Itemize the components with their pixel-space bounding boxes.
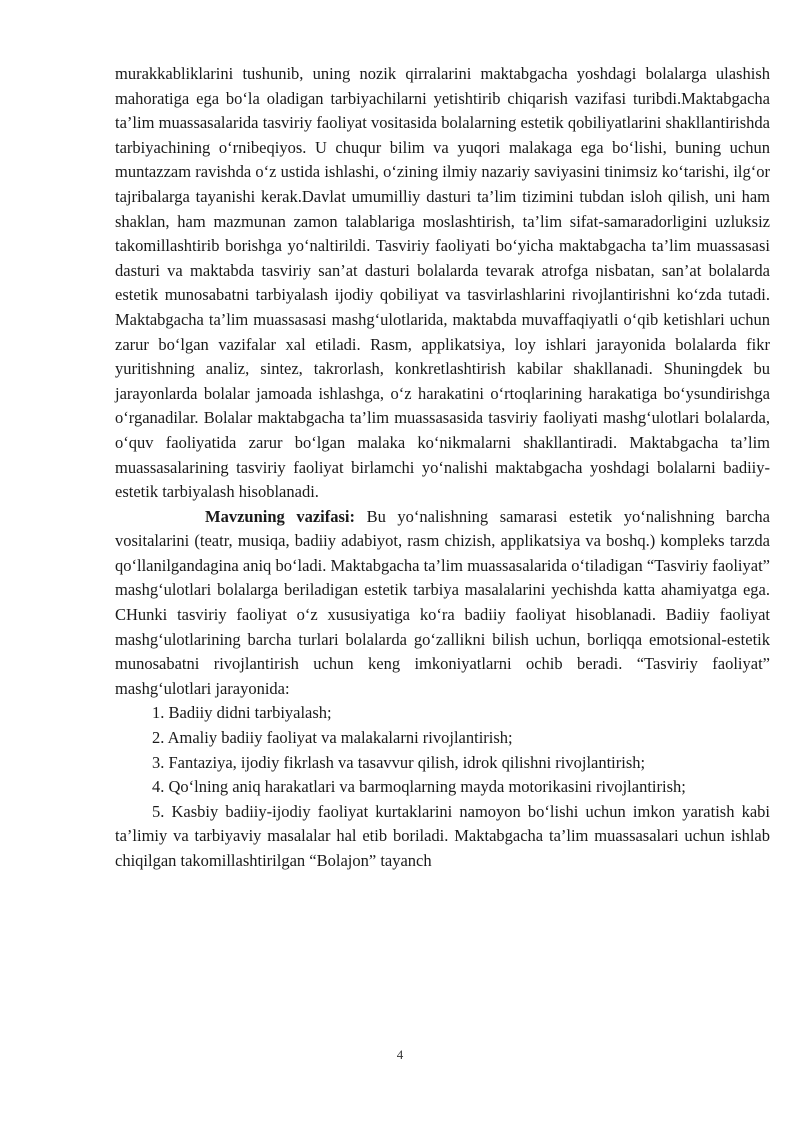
section-paragraph — [115, 505, 770, 702]
list-item: 4. Qo‘lning aniq harakatlari va barmoqlarning mayda motorikasini rivojlantirish; — [152, 777, 686, 797]
list-item: 2. Amaliy badiiy faoliyat va malakalarni rivojlantirish; — [152, 728, 513, 748]
section-heading: Mavzuning vazifasi: — [205, 506, 355, 526]
body-paragraph: murakkabliklarini tushunib, uning nozik qirralarini maktabgacha yoshdagi bolalarga ulashish mahoratiga ega bo‘la oladigan tarbiyachilarni yetishtirib chiqarish vazifasi turibdi.Maktabgacha ta’lim muassasalarida tasviriy faoliyat vositasida bolalarning estetik qobiliyatlarini shakllantirishda tarbiyachining o‘rnibeqiyos. U chuqur bilim va yuqori malakaga ega bo‘lishi, buning uchun muntazzam ravishda o‘z ustida ishlashi, o‘zining ilmiy nazariy saviyasini tinimsiz ko‘tarishi, ilg‘or tajribalarga tayanishi kerak.Davlat umumilliy dasturi ta’lim tizimini tubdan isloh qilish, uni ham shaklan, ham mazmunan zamon talablariga moslashtirish, ta’lim sifat-samaradorligini uzluksiz takomillashtirib borishga yo‘naltirildi. Tasviriy faoliyati bo‘yicha maktabgacha ta’lim muassasasi dasturi va maktabda tasviriy san’at dasturi bolalarda tevarak atrofga nisbatan, san’at bolalarda estetik munosabatni tarbiyalash ijodiy qobiliyat va tasvirlashlarini rivojlantirishni ko‘zda tutadi. Maktabgacha ta’lim muassasasi mashg‘ulotlarida, maktabda muvaffaqiyatli o‘qib ketishlari uchun zarur bo‘lgan vazifalar xal etiladi. Rasm, applikatsiya, loy ishlari jarayonida bolalarda fikr yuritishning analiz, sintez, takrorlash, konkretlashtirish kabilar shakllanadi. Shuningdek bu jarayonlarda bolalar jamoada ishlashga, o‘z harakatini o‘rtoqlarining harakatiga bo‘ysundirishga o‘rganadilar. Bolalar maktabgacha ta’lim muassasasida tasviriy faoliyati mashg‘ulotlari bolalarda, o‘quv faoliyatida zarur bo‘lgan malaka ko‘nikmalarni shakllantiradi. Maktabgacha ta’lim muassasalarining tasviriy faoliyat birlamchi yo‘nalishi maktabgacha yoshdagi bolalarni badiiy-estetik tarbiyalash hisoblanadi. — [115, 64, 770, 502]
list-item: 3. Fantaziya, ijodiy fikrlash va tasavvur qilish, idrok qilishni rivojlantirish; — [152, 752, 646, 772]
list-item: 1. Badiiy didni tarbiyalash; — [152, 703, 332, 723]
list-item: 5. Kasbiy badiiy-ijodiy faoliyat kurtaklarini namoyon bo‘lishi uchun imkon yaratish kabi ta’limiy va tarbiyaviy masalalar hal etib boriladi. Maktabgacha ta’lim muassasalari uchun ishlab chiqilgan takomillashtirilgan “Bolajon” tayanch — [115, 801, 770, 870]
document-page — [115, 62, 770, 874]
section-text: Bu yo‘nalishning samarasi estetik yo‘nalishning barcha vositalarini (teatr, musiqa, badiiy adabiyot, rasm chizish, applikatsiya va boshq.) kompleks tarzda qo‘llanilgandagina aniq bo‘ladi. Maktabgacha ta’lim muassasalarida o‘tiladigan “Tasviriy faoliyat” mashg‘ulotlari bolalarga beriladigan estetik tarbiya masalalarini yechishda katta ahamiyatga ega. CHunki tasviriy faoliyat o‘z xususiyatiga ko‘ra badiiy faoliyat hisoblanadi. Badiiy faoliyat mashg‘ulotlarining barcha turlari bolalarda go‘zallikni bilish uchun, borliqqa emotsional-estetik munosabatni rivojlantirish uchun keng imkoniyatlarni ochib beradi. “Tasviriy faoliyat” mashg‘ulotlari jarayonida: — [115, 506, 770, 698]
page-number: 4 — [396, 1047, 404, 1062]
